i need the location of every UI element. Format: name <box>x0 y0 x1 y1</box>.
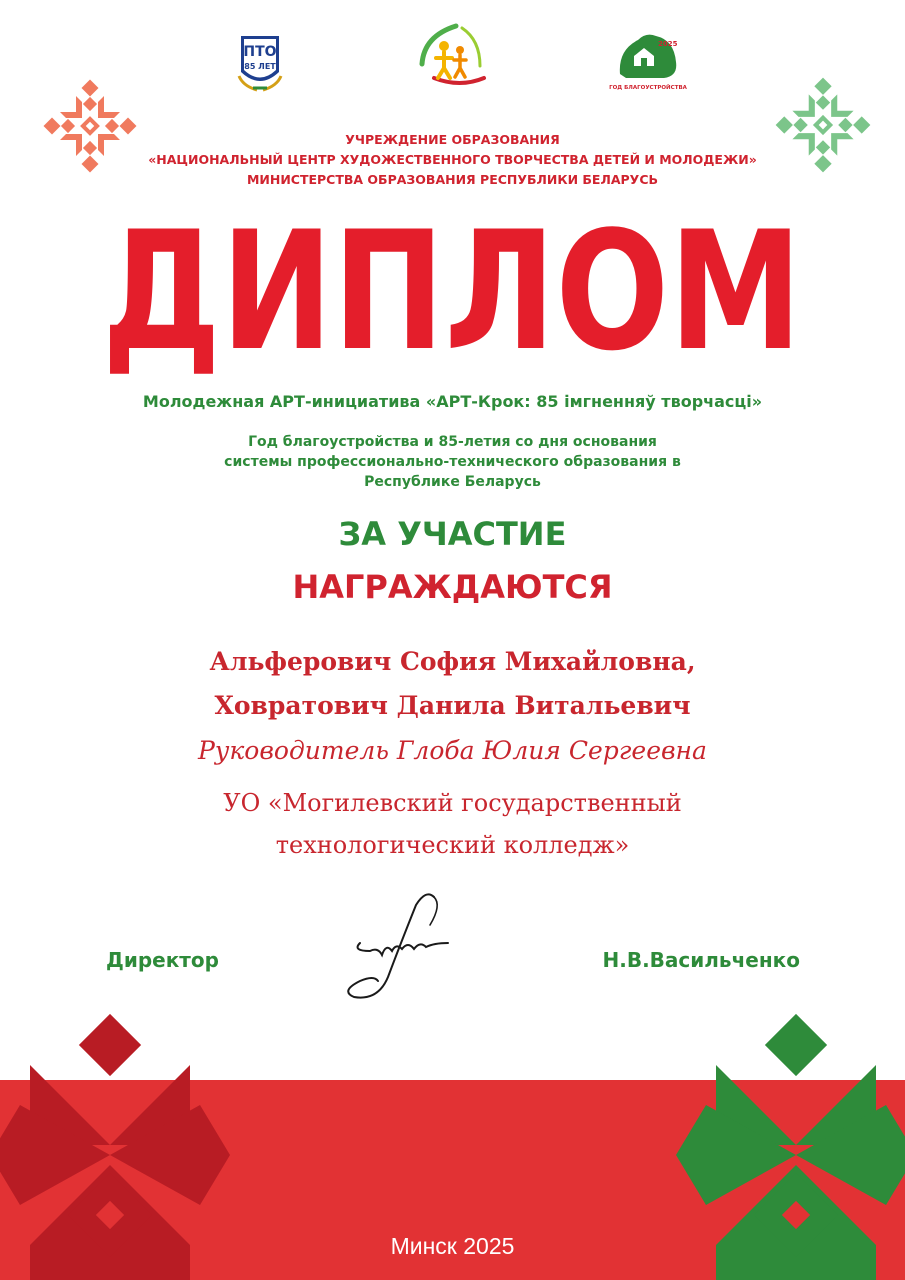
city-year: Минск 2025 <box>390 1233 515 1259</box>
organization-line-2: технологический колледж» <box>275 831 630 859</box>
diploma-title-text: ДИПЛОМ <box>102 196 802 387</box>
pto-logo-years: 85 ЛЕТ <box>244 62 276 71</box>
pto-logo-text: ПТО <box>243 44 277 60</box>
nomination: ЗА УЧАСТИЕ <box>338 515 567 553</box>
director-name: Н.В.Васильченко <box>602 948 800 972</box>
diploma-title <box>100 196 805 387</box>
recipient-1: Альферович София Михайловна, <box>209 647 696 676</box>
year-dedication <box>0 432 905 492</box>
recipient-2: Ховратович Данила Витальевич <box>214 691 691 720</box>
awarded-heading: НАГРАЖДАЮТСЯ <box>292 568 613 606</box>
year-of-improvement-logo <box>609 26 687 92</box>
pto-85-logo <box>235 32 285 94</box>
blago-logo-year: 2025 <box>658 40 678 48</box>
year-line-3: Республике Беларусь <box>364 474 541 490</box>
blago-logo-caption: ГОД БЛАГОУСТРОЙСТВА <box>609 85 687 91</box>
institution-line-3: МИНИСТЕРСТВА ОБРАЗОВАНИЯ РЕСПУБЛИКИ БЕЛАРУСЬ <box>246 172 659 187</box>
children-art-center-logo <box>414 22 490 88</box>
leader: Руководитель Глоба Юлия Сергеевна <box>198 736 707 765</box>
initiative-title: Молодежная АРТ-инициатива «АРТ-Крок: 85 імгненняў творчасці» <box>142 392 763 411</box>
recipient-names <box>0 640 905 728</box>
year-line-2: системы профессионально-технического образования в <box>224 454 681 470</box>
institution-line-1: УЧРЕЖДЕНИЕ ОБРАЗОВАНИЯ <box>345 132 560 147</box>
organization-line-1: УО «Могилевский государственный <box>223 789 682 817</box>
director-signature <box>330 885 470 1010</box>
institution-header <box>0 130 905 190</box>
year-line-1: Год благоустройства и 85-летия со дня основания <box>248 434 657 450</box>
institution-line-2: «НАЦИОНАЛЬНЫЙ ЦЕНТР ХУДОЖЕСТВЕННОГО ТВОРЧЕСТВА ДЕТЕЙ И МОЛОДЕЖИ» <box>148 152 757 167</box>
organization <box>0 782 905 866</box>
director-label: Директор <box>106 948 219 972</box>
